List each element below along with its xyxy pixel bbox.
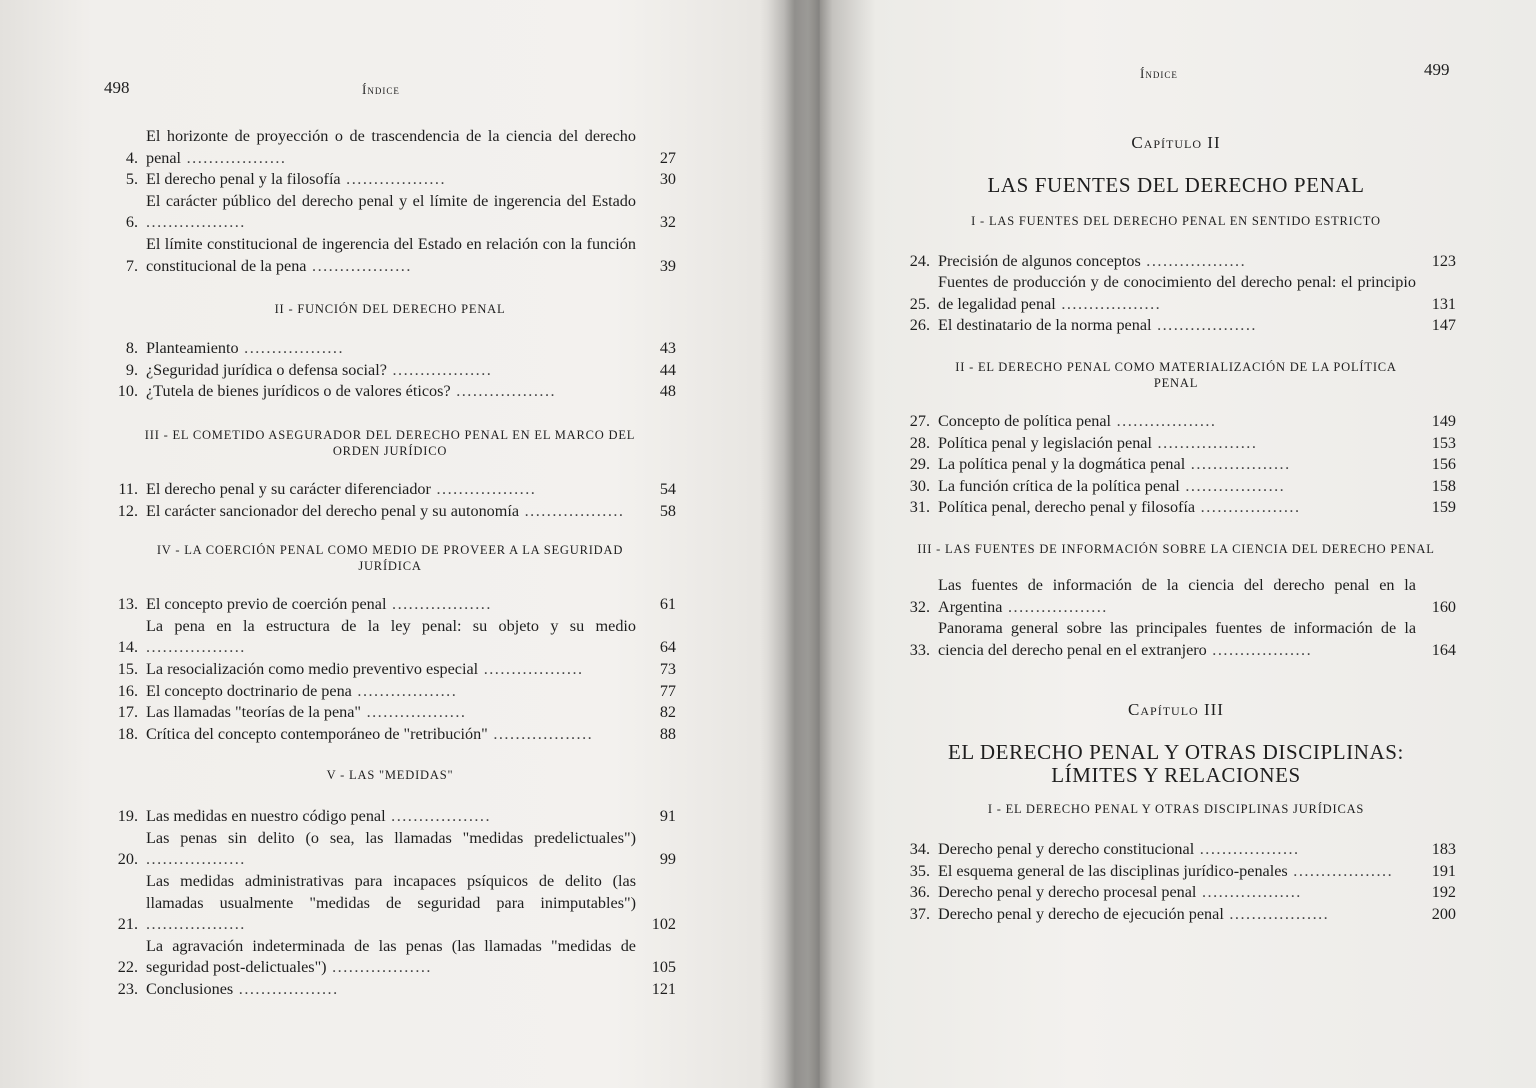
- entry-page: 164: [1431, 640, 1456, 659]
- entry-title-wrap: [938, 497, 1416, 519]
- section-heading: III - EL COMETIDO ASEGURADOR DEL DERECHO PENAL EN EL MARCO DEL ORDEN JURÍDICO: [144, 427, 636, 458]
- dot-leaders: ..................: [1151, 316, 1257, 335]
- chapter-title-line1: EL DERECHO PENAL Y OTRAS DISCIPLINAS:: [947, 739, 1404, 764]
- toc-entry: [896, 839, 1456, 861]
- toc-entry: [896, 251, 1456, 273]
- chapter-label: Capítulo II: [1131, 133, 1221, 152]
- dot-leaders: ..................: [351, 681, 458, 700]
- entry-title-wrap: [938, 433, 1416, 455]
- entry-title: Panorama general sobre las principales fuentes de información de la ciencia del derecho penal en el extranjero: [938, 619, 1416, 659]
- entry-page: 192: [1431, 883, 1456, 902]
- dot-leaders: ..................: [146, 638, 246, 657]
- page-number: 498: [104, 78, 130, 97]
- entry-page: 200: [1431, 904, 1456, 923]
- toc-entry: [104, 338, 676, 360]
- toc-group: [896, 575, 1456, 661]
- entry-title-wrap: [938, 575, 1416, 618]
- dot-leaders: ..................: [430, 479, 537, 498]
- toc-entry: [896, 454, 1456, 476]
- dot-leaders: ..................: [1179, 476, 1286, 495]
- entry-title: El carácter público del derecho penal y el límite de ingerencia del Estado: [146, 191, 636, 210]
- toc-entry: [896, 575, 1456, 618]
- toc-group: [104, 806, 676, 1000]
- entry-page: 27: [659, 148, 676, 167]
- entry-title-wrap: [146, 381, 636, 403]
- dot-leaders: ..................: [1206, 640, 1313, 659]
- entry-title: La función crítica de la política penal: [938, 476, 1180, 495]
- entry-number: 10.: [117, 382, 138, 401]
- entry-title: La pena en la estructura de la ley penal: su objeto y su medio: [146, 616, 636, 635]
- section-heading: II - FUNCIÓN DEL DERECHO PENAL: [274, 302, 506, 317]
- dot-leaders: ..................: [478, 659, 584, 678]
- dot-leaders: ..................: [306, 256, 412, 275]
- dot-leaders: ..................: [386, 595, 492, 614]
- toc-group: [896, 839, 1456, 925]
- entry-title-wrap: [146, 594, 636, 616]
- section-heading: I - EL DERECHO PENAL Y OTRAS DISCIPLINAS JURÍDICAS: [987, 801, 1365, 816]
- entry-number: 19.: [117, 807, 138, 826]
- entry-page: 48: [659, 382, 676, 401]
- entry-number: 34.: [909, 839, 930, 858]
- dot-leaders: ..................: [1223, 904, 1330, 923]
- entry-page: 183: [1431, 839, 1456, 858]
- entry-page: 54: [659, 479, 676, 498]
- toc-entry: [896, 618, 1456, 661]
- entry-title-wrap: [938, 454, 1416, 476]
- entry-title: Derecho penal y derecho constitucional: [938, 839, 1195, 858]
- entry-number: 35.: [909, 861, 930, 880]
- entry-title-wrap: [146, 681, 636, 703]
- entry-page: 147: [1431, 316, 1456, 335]
- toc-entry: [104, 381, 676, 403]
- entry-page: 121: [651, 980, 676, 999]
- running-head: Índice: [362, 82, 400, 97]
- entry-title-wrap: [938, 251, 1416, 273]
- entry-title: ¿Tutela de bienes jurídicos o de valores éticos?: [146, 382, 451, 401]
- toc-right: [896, 132, 1456, 925]
- entry-number: 16.: [117, 681, 138, 700]
- dot-leaders: ..................: [146, 850, 246, 869]
- dot-leaders: ..................: [385, 807, 491, 826]
- entry-page: 61: [659, 595, 676, 614]
- toc-entry: [104, 479, 676, 501]
- entry-page: 99: [659, 850, 676, 869]
- dot-leaders: ..................: [1111, 411, 1217, 430]
- toc-entry: [104, 702, 676, 724]
- entry-page: 44: [659, 360, 676, 379]
- toc-entry: [104, 659, 676, 681]
- entry-title: La política penal y la dogmática penal: [938, 455, 1186, 474]
- entry-number: 26.: [909, 316, 930, 335]
- entry-title-wrap: [938, 904, 1416, 926]
- running-head: Índice: [1140, 66, 1178, 81]
- entry-number: 31.: [909, 498, 930, 517]
- entry-number: 27.: [909, 411, 930, 430]
- entry-title: ¿Seguridad jurídica o defensa social?: [146, 360, 387, 379]
- toc-entry: [104, 616, 676, 659]
- dot-leaders: ..................: [386, 360, 493, 379]
- entry-number: 30.: [909, 476, 930, 495]
- section-heading: II - EL DERECHO PENAL COMO MATERIALIZACIÓN DE LA POLÍTICA PENAL: [955, 359, 1397, 390]
- entry-page: 149: [1431, 411, 1456, 430]
- entry-title: El límite constitucional de ingerencia del Estado en relación con la función constitucional de la pena: [146, 234, 636, 275]
- dot-leaders: ..................: [1287, 861, 1394, 880]
- toc-entry: [104, 126, 676, 169]
- section-heading: IV - LA COERCIÓN PENAL COMO MEDIO DE PROVEER A LA SEGURIDAD JURÍDICA: [156, 543, 624, 574]
- entry-page: 43: [659, 339, 676, 358]
- entry-title-wrap: [146, 191, 636, 234]
- entry-number: 33.: [909, 640, 930, 659]
- entry-title: Política penal, derecho penal y filosofía: [938, 498, 1196, 517]
- entry-number: 14.: [117, 638, 138, 657]
- entry-title-wrap: [146, 806, 636, 828]
- entry-title-wrap: [146, 979, 636, 1001]
- toc-entry: [104, 828, 676, 871]
- entry-title: Derecho penal y derecho de ejecución penal: [938, 904, 1224, 923]
- entry-number: 29.: [909, 455, 930, 474]
- entry-title: Concepto de política penal: [938, 411, 1112, 430]
- entry-page: 102: [651, 915, 676, 934]
- entry-title-wrap: [146, 616, 636, 659]
- toc-entry: [896, 861, 1456, 883]
- toc-entry: [104, 360, 676, 382]
- entry-number: 9.: [125, 360, 138, 379]
- entry-title-wrap: [938, 411, 1416, 433]
- entry-page: 153: [1431, 433, 1456, 452]
- entry-title: Planteamiento: [146, 339, 239, 358]
- entry-title-wrap: [146, 360, 636, 382]
- chapter-title-line2: LÍMITES Y RELACIONES: [1051, 762, 1301, 787]
- entry-title: Las penas sin delito (o sea, las llamadas "medidas predelictuales"): [146, 828, 636, 847]
- entry-page: 123: [1431, 251, 1456, 270]
- entry-title: Política penal y legislación penal: [938, 433, 1152, 452]
- entry-page: 91: [659, 807, 676, 826]
- toc-entry: [104, 871, 676, 936]
- entry-title-wrap: [146, 828, 636, 871]
- toc-group: [104, 338, 676, 403]
- dot-leaders: ..................: [1194, 839, 1300, 858]
- toc-group: [896, 251, 1456, 337]
- section-heading: III - LAS FUENTES DE INFORMACIÓN SOBRE LA CIENCIA DEL DERECHO PENAL: [917, 541, 1435, 556]
- dot-leaders: ..................: [1195, 498, 1301, 517]
- entry-title: La resocialización como medio preventivo especial: [146, 659, 479, 678]
- entry-number: 24.: [909, 251, 930, 270]
- right-page: [800, 0, 1536, 1088]
- entry-number: 8.: [125, 339, 138, 358]
- toc-group: [896, 411, 1456, 519]
- entry-title: El destinatario de la norma penal: [938, 316, 1152, 335]
- entry-title-wrap: [938, 618, 1416, 661]
- toc-entry: [896, 904, 1456, 926]
- dot-leaders: ..................: [1185, 455, 1291, 474]
- entry-title-wrap: [146, 936, 636, 979]
- chapter-title: LAS FUENTES DEL DERECHO PENAL: [987, 172, 1365, 197]
- dot-leaders: ..................: [146, 213, 246, 232]
- entry-title-wrap: [146, 724, 636, 746]
- dot-leaders: ..................: [1055, 294, 1162, 313]
- toc-entry: [104, 936, 676, 979]
- entry-title: Conclusiones: [146, 980, 234, 999]
- entry-title: Fuentes de producción y de conocimiento del derecho penal: el principio de legalidad penal: [938, 273, 1416, 313]
- toc-entry: [896, 497, 1456, 519]
- entry-page: 58: [659, 501, 676, 520]
- entry-page: 88: [659, 724, 676, 743]
- toc-entry: [896, 882, 1456, 904]
- entry-page: 73: [659, 659, 676, 678]
- toc-entry: [104, 191, 676, 234]
- toc-group: [104, 126, 676, 277]
- dot-leaders: ..................: [450, 382, 557, 401]
- entry-number: 4.: [125, 148, 138, 167]
- toc-entry: [104, 724, 676, 746]
- entry-page: 77: [659, 681, 676, 700]
- toc-entry: [896, 433, 1456, 455]
- entry-number: 28.: [909, 433, 930, 452]
- entry-number: 25.: [909, 294, 930, 313]
- toc-entry: [104, 501, 676, 523]
- entry-number: 37.: [909, 904, 930, 923]
- entry-page: 131: [1431, 294, 1456, 313]
- entry-title-wrap: [146, 169, 636, 191]
- entry-title: El esquema general de las disciplinas jurídico-penales: [938, 861, 1288, 880]
- entry-number: 7.: [125, 256, 138, 275]
- toc-entry: [104, 169, 676, 191]
- entry-title: El derecho penal y su carácter diferenciador: [146, 479, 431, 498]
- entry-title-wrap: [146, 126, 636, 169]
- dot-leaders: ..................: [1140, 251, 1247, 270]
- entry-number: 18.: [117, 724, 138, 743]
- entry-title: El concepto doctrinario de pena: [146, 681, 352, 700]
- entry-title-wrap: [938, 476, 1416, 498]
- dot-leaders: ..................: [361, 703, 467, 722]
- entry-title-wrap: [146, 338, 636, 360]
- toc-entry: [896, 315, 1456, 337]
- entry-title-wrap: [146, 501, 636, 523]
- dot-leaders: ..................: [519, 501, 625, 520]
- section-heading: I - LAS FUENTES DEL DERECHO PENAL EN SENTIDO ESTRICTO: [971, 213, 1381, 228]
- entry-title-wrap: [938, 315, 1416, 337]
- entry-title-wrap: [146, 234, 636, 277]
- toc-entry: [104, 806, 676, 828]
- entry-page: 39: [659, 256, 676, 275]
- entry-title: Las medidas administrativas para incapaces psíquicos de delito (las llamadas usualmente "medidas de seguridad para inimputables"): [146, 872, 636, 912]
- entry-number: 23.: [117, 980, 138, 999]
- entry-title: Las medidas en nuestro código penal: [146, 807, 386, 826]
- entry-title-wrap: [938, 839, 1416, 861]
- entry-page: 159: [1431, 498, 1456, 517]
- dot-leaders: ..................: [1196, 883, 1302, 902]
- entry-title-wrap: [938, 272, 1416, 315]
- entry-page: 82: [659, 703, 676, 722]
- entry-page: 191: [1431, 861, 1456, 880]
- chapter-label: Capítulo III: [1128, 700, 1224, 720]
- entry-title: El carácter sancionador del derecho penal y su autonomía: [146, 501, 520, 520]
- entry-title: La agravación indeterminada de las penas (las llamadas "medidas de seguridad post-delictuales"): [146, 936, 636, 977]
- dot-leaders: ..................: [146, 915, 246, 934]
- dot-leaders: ..................: [238, 339, 344, 358]
- entry-number: 12.: [117, 501, 138, 520]
- entry-page: 64: [659, 638, 676, 657]
- entry-page: 156: [1431, 455, 1456, 474]
- entry-number: 13.: [117, 595, 138, 614]
- entry-title-wrap: [938, 882, 1416, 904]
- entry-number: 6.: [125, 213, 138, 232]
- entry-title: El concepto previo de coerción penal: [146, 595, 387, 614]
- toc-entry: [104, 234, 676, 277]
- dot-leaders: ..................: [1002, 597, 1108, 616]
- entry-title: Crítica del concepto contemporáneo de "retribución": [146, 724, 488, 743]
- dot-leaders: ..................: [1151, 433, 1258, 452]
- entry-page: 158: [1431, 476, 1456, 495]
- entry-number: 20.: [117, 850, 138, 869]
- toc-entry: [104, 681, 676, 703]
- dot-leaders: ..................: [340, 170, 447, 189]
- section-heading: V - LAS "MEDIDAS": [326, 768, 454, 783]
- entry-title-wrap: [146, 871, 636, 936]
- entry-number: 17.: [117, 703, 138, 722]
- toc-left: [104, 126, 676, 1001]
- dot-leaders: ..................: [487, 724, 594, 743]
- entry-page: 105: [651, 958, 676, 977]
- toc-group: [104, 479, 676, 522]
- entry-page: 30: [659, 170, 676, 189]
- toc-entry: [104, 594, 676, 616]
- entry-page: 160: [1431, 597, 1456, 616]
- toc-entry: [896, 476, 1456, 498]
- dot-leaders: ..................: [233, 980, 339, 999]
- entry-number: 11.: [118, 479, 138, 498]
- entry-title: El horizonte de proyección o de trascendencia de la ciencia del derecho penal: [146, 127, 636, 167]
- entry-number: 32.: [909, 597, 930, 616]
- entry-number: 21.: [117, 915, 138, 934]
- entry-title-wrap: [146, 659, 636, 681]
- entry-title-wrap: [146, 479, 636, 501]
- entry-title: Las llamadas "teorías de la pena": [146, 703, 362, 722]
- toc-entry: [896, 411, 1456, 433]
- entry-number: 5.: [125, 170, 138, 189]
- entry-number: 15.: [117, 659, 138, 678]
- page-number: 499: [1424, 60, 1450, 79]
- entry-title: Precisión de algunos conceptos: [938, 251, 1141, 270]
- entry-page: 32: [659, 213, 676, 232]
- dot-leaders: ..................: [181, 148, 287, 167]
- entry-title: El derecho penal y la filosofía: [146, 170, 341, 189]
- toc-entry: [104, 979, 676, 1001]
- entry-title-wrap: [146, 702, 636, 724]
- toc-group: [104, 594, 676, 745]
- entry-title: Derecho penal y derecho procesal penal: [938, 883, 1197, 902]
- entry-title: Las fuentes de información de la ciencia del derecho penal en la Argentina: [938, 575, 1416, 616]
- toc-entry: [896, 272, 1456, 315]
- dot-leaders: ..................: [326, 958, 432, 977]
- entry-title-wrap: [938, 861, 1416, 883]
- entry-number: 22.: [117, 958, 138, 977]
- entry-number: 36.: [909, 883, 930, 902]
